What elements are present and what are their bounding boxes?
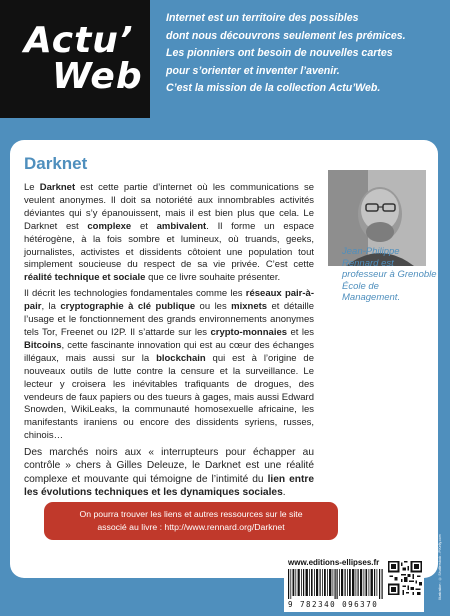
isbn-number: 9 782340 096370	[288, 600, 379, 609]
publisher-website: www.editions-ellipses.fr	[288, 558, 380, 567]
resources-box	[44, 502, 338, 540]
resources-line-2: associé au livre : http://www.rennard.org/Darknet	[97, 522, 285, 532]
emphasis-text: Bitcoins	[24, 339, 62, 351]
emphasis-text: lien entre les évolutions techniques et les dynamiques sociales	[24, 473, 314, 498]
intro-line: dont nous découvrons seulement les prémices.	[166, 29, 406, 42]
qr-code-icon	[388, 561, 422, 595]
intro-line: Les pionniers ont besoin de nouvelles cartes	[166, 47, 393, 59]
back-cover-text	[24, 182, 314, 502]
author-caption: Jean-Philippe Rennard est professeur à Grenoble École de Management.	[342, 246, 437, 303]
emphasis-text: cryptographie à clé publique	[60, 301, 196, 313]
emphasis-text: Darknet	[39, 182, 76, 193]
emphasis-text: mixnets	[231, 301, 268, 313]
collection-logo	[0, 0, 150, 118]
paragraph-1: Le Darknet est cette partie d’internet où les communications se veulent anonymes. Il doit sa notoriété aux innombrables activités déviantes qui s’y épanouissent, mais il est bien plus que cela. Le Darknet est complexe et ambivalent. Il forme un espace hétérogène, à la fois sombre et lumineux, où truands, geeks, journalistes, activistes et dissidents côtoient une population tout simplement soucieuse du respect de sa vie privée. C’est cette réalité technique et sociale que ce livre souhaite présenter.	[24, 182, 315, 284]
paragraph-3: Des marchés noirs aux « interrupteurs pour échapper au contrôle » chers à Gilles Deleuze, le Darknet est une réalité complexe et mouvante qui témoigne de l’intimité du lien entre les évolutions techniques et les dynamiques sociales.	[24, 447, 314, 498]
barcode-block	[284, 556, 424, 612]
collection-intro	[166, 10, 450, 98]
content-panel	[10, 140, 438, 578]
emphasis-text: ambivalent	[156, 220, 207, 232]
paragraph-2: Il décrit les technologies fondamentales comme les réseaux pair-à-pair, la cryptographie à clé publique ou les mixnets et détaille l’usage et le fonctionnement des grands environnements anonymes tels Tor, Freenet ou I2P. Il s’attarde sur les crypto-monnaies et les Bitcoins, cette fascinante innovation qui est au cœur des échanges illégaux, mais aussi sur la blockchain qui est à l’origine de nouveaux outils de lutte contre la censure et la surveillance. Le lecteur y croisera les inévitables trafiquants de drogues, des vendeurs de faux papiers ou des tueurs à gages, mais aussi Edward Snowden, WikiLeaks, la communauté homosexuelle africaine, les manifestants iraniens ou encore des dissidents syriens, russes, chinois…	[24, 288, 314, 442]
logo-text-web: Web	[52, 56, 143, 97]
intro-line: C’est la mission de la collection Actu’Web.	[166, 82, 381, 94]
emphasis-text: complexe	[87, 220, 132, 232]
logo-text-actu: Actu’	[24, 20, 134, 61]
emphasis-text: crypto-monnaies	[210, 326, 288, 338]
barcode-icon	[288, 569, 384, 599]
emphasis-text: réseaux pair-à-pair	[24, 288, 314, 313]
resources-line-1: On pourra trouver les liens et autres ressources sur le site	[79, 509, 303, 519]
emphasis-text: réalité technique et sociale	[24, 272, 146, 284]
emphasis-text: blockchain	[156, 352, 206, 364]
intro-line: Internet est un territoire des possibles	[166, 12, 359, 24]
illustration-credit: Illustration : © Shutterstock - P.Kelly.com	[438, 534, 442, 600]
book-title: Darknet	[24, 154, 88, 173]
intro-line: pour s’orienter et inventer l’avenir.	[166, 64, 340, 77]
